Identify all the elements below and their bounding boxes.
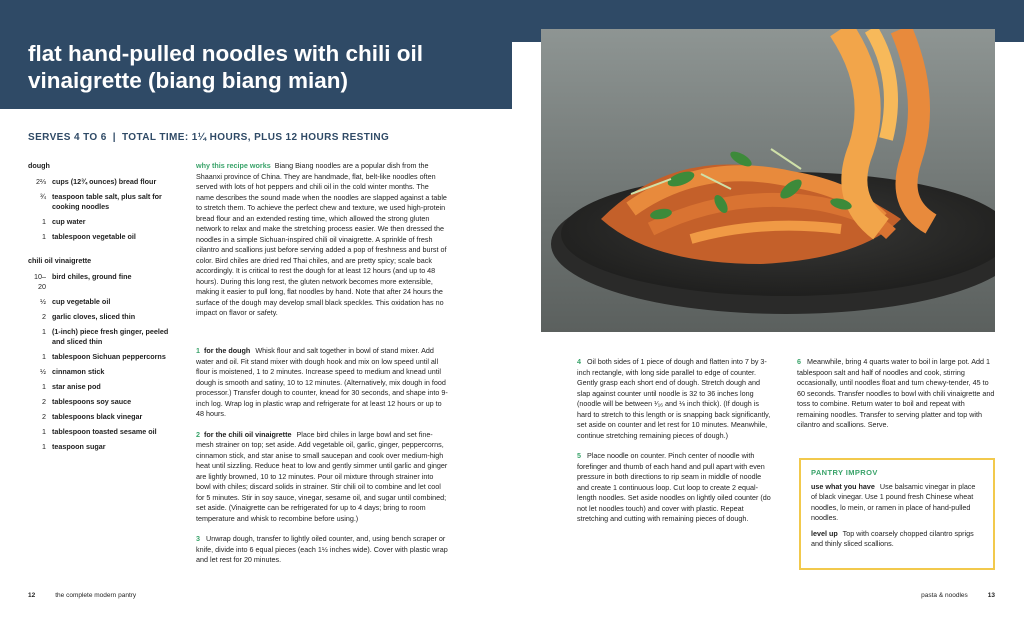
steps-column-left xyxy=(196,346,448,576)
ingredient-qty: 2 xyxy=(42,312,46,321)
step-number: 4 xyxy=(577,357,581,366)
serves-line xyxy=(28,132,389,143)
ingredient-qty: 2 xyxy=(42,397,46,406)
step-subtitle: for the chili oil vinaigrette xyxy=(204,429,292,439)
ingredient-qty: 1 xyxy=(42,217,46,226)
ingredient-row xyxy=(28,272,178,292)
ingredient-text: tablespoons black vinegar xyxy=(52,412,143,421)
ingredient-text: teaspoon table salt, plus salt for cooking noodles xyxy=(52,192,162,211)
why-this-recipe-works xyxy=(196,161,448,319)
total-time: TOTAL TIME: 1¼ HOURS, PLUS 12 HOURS RESTING xyxy=(121,132,390,143)
ingredient-text: tablespoons soy sauce xyxy=(52,397,132,406)
step xyxy=(577,451,773,525)
ingredient-qty: 2⅔ xyxy=(36,177,46,186)
ingredient-text: tablespoon toasted sesame oil xyxy=(52,427,157,436)
ingredient-row xyxy=(28,352,178,362)
ingredient-text: tablespoon vegetable oil xyxy=(52,232,136,241)
improv-key: level up xyxy=(811,528,838,538)
ingredient-row xyxy=(28,217,178,227)
ingredient-row xyxy=(28,442,178,452)
recipe-title-bold: flat hand-pulled noodles xyxy=(28,41,288,66)
ingredient-qty: 2 xyxy=(42,412,46,421)
steps-column-mid xyxy=(577,357,773,535)
step-subtitle: for the dough xyxy=(204,346,251,355)
step-text: Oil both sides of 1 piece of dough and flatten into 7 by 3-inch rectangle, with long side parallel to edge of counter. Gently grasp each short end of dough. Stretch dough and slap against counter until noodle is 32 to 36 inches long (noodle will be between ¹⁄₁₆ and ⅛ inch thick). (If dough is hard to stretch to this length or is snapping back significantly, set aside on counter and let rest for 10 minutes. Meanwhile, continue stretching remaining pieces of dough.) xyxy=(577,357,771,440)
ingredient-qty: 1 xyxy=(42,382,46,391)
ingredient-qty: 1 xyxy=(42,327,46,336)
step-number: 1 xyxy=(196,346,200,355)
improv-text: Use balsamic vinegar in place of black vinegar. Use 1 pound fresh Chinese wheat noodles, lo mein, or ramen in place of hand-pulled noodles. xyxy=(811,481,976,522)
chapter-title: pasta & noodles xyxy=(921,592,968,599)
step xyxy=(196,346,448,420)
ingredient-text: cup vegetable oil xyxy=(52,297,111,306)
ingredient-row xyxy=(28,412,178,422)
ingredient-group-title: chili oil vinaigrette xyxy=(28,256,92,265)
step-number: 3 xyxy=(196,534,200,543)
improv-item xyxy=(811,529,983,550)
step-text: Whisk flour and salt together in bowl of stand mixer. Add water and oil. Fit stand mixer with dough hook and mix on low speed until all flour is moistened, 1 to 2 minutes. Increase speed to medium and knead until dough is smooth and satiny, 10 to 12 minutes. (Alternatively, mix dough in food processor.) Transfer dough to counter, knead for 30 seconds, and shape into 9-inch log. Wrap log in plastic wrap and refrigerate for at least 12 hours or up to 48 hours. xyxy=(196,346,448,418)
ingredient-text: cups (12¾ ounces) bread flour xyxy=(52,177,157,186)
recipe-title-rest: with chili oil vinaigrette (biang biang mian) xyxy=(28,41,423,93)
ingredient-qty: 1 xyxy=(42,442,46,451)
serves-divider: | xyxy=(112,132,116,143)
step xyxy=(196,430,448,525)
ingredient-row xyxy=(28,327,178,347)
serves-count: SERVES 4 TO 6 xyxy=(28,132,107,143)
pantry-improv-box xyxy=(799,458,995,570)
ingredient-text: bird chiles, ground fine xyxy=(52,272,132,281)
why-lead: why this recipe works xyxy=(196,161,271,170)
ingredient-row xyxy=(28,367,178,377)
step-text: Unwrap dough, transfer to lightly oiled counter, and, using bench scraper or knife, divide into 6 equal pieces (each 1½ inches wide). Cover with plastic wrap and let rest for 20 minutes. xyxy=(196,534,448,564)
ingredient-qty: ¾ xyxy=(40,192,46,201)
page-number-left: 12 xyxy=(28,592,36,599)
step-number: 2 xyxy=(196,429,200,439)
ingredient-qty: ½ xyxy=(40,367,46,376)
ingredient-row xyxy=(28,177,178,187)
noodle-dish-photo xyxy=(541,29,995,332)
ingredient-text: teaspoon sugar xyxy=(52,442,106,451)
ingredient-row xyxy=(28,232,178,242)
ingredient-group-title: dough xyxy=(28,161,50,170)
improv-text: Top with coarsely chopped cilantro sprigs and thinly sliced scallions. xyxy=(811,528,974,548)
step-text: Place bird chiles in large bowl and set fine-mesh strainer on top; set aside. Add vegetable oil, garlic, ginger, peppercorns, cinnamon stick, and star anise to small saucepan and cook over medium-high heat until sizzling. Reduce heat to low and gently simmer until garlic and ginger are lightly browned, 10 to 12 minutes. Pour oil mixture through strainer into bowl with chiles; discard solids in strainer. Stir chili oil to combine and let cool for 5 minutes. Stir in soy sauce, vinegar, sesame oil, and sugar until combined; set aside. (Vinaigrette can be refrigerated for up to 4 days; bring to room temperature and whisk to recombine before using.) xyxy=(196,429,448,523)
improv-key: use what you have xyxy=(811,481,875,491)
ingredient-row xyxy=(28,382,178,392)
ingredient-qty: 1 xyxy=(42,427,46,436)
ingredient-text: (1-inch) piece fresh ginger, peeled and sliced thin xyxy=(52,327,169,346)
ingredient-row xyxy=(28,192,178,212)
ingredient-qty: 1 xyxy=(42,232,46,241)
ingredient-row xyxy=(28,427,178,437)
step xyxy=(196,534,448,566)
ingredient-text: star anise pod xyxy=(52,382,101,391)
step-text: Place noodle on counter. Pinch center of noodle with forefinger and thumb of each hand and pull apart with even pressure in both directions to rip seam in middle of noodle and create 1 continuous loop. Cut loop to create 2 equal-length noodles. Set aside noodles on lightly oiled counter (do not let noodles touch) and cover with plastic. Repeat stretching and cutting with remaining pieces of dough. xyxy=(577,451,771,523)
ingredient-row xyxy=(28,312,178,322)
step-number: 5 xyxy=(577,451,581,460)
book-title: the complete modern pantry xyxy=(55,592,137,599)
ingredient-text: garlic cloves, sliced thin xyxy=(52,312,136,321)
pantry-improv-title: PANTRY IMPROV xyxy=(811,468,878,477)
footer-right xyxy=(921,592,995,599)
ingredient-list xyxy=(28,161,178,457)
ingredient-qty: 1 xyxy=(42,352,46,361)
step-number: 6 xyxy=(797,357,801,366)
page-number-right: 13 xyxy=(987,592,995,599)
step xyxy=(577,357,773,441)
ingredient-text: cinnamon stick xyxy=(52,367,105,376)
recipe-title xyxy=(28,40,498,94)
why-text: Biang Biang noodles are a popular dish from the Shaanxi province of China. They are handmade, flat, belt-like noodles often served with lots of hot peppers and chili oil in the cold winter months. The name describes the sound made when the noodles are slapped against a table to stretch them. To achieve the perfect chew and texture, we used high-protein bread flour and an extended resting time, which allowed the strong gluten network to relax and make the stretching process easier. We then dressed the noodles in a simple Sichuan-inspired chili oil vinaigrette. A sprinkle of fresh cilantro and scallions just before serving added a pop of freshness and burst of color. Bird chiles are dried red Thai chiles, and are pretty spicy; scale back accordingly. It is critical to rest the dough for at least 12 hours (and up to 48 hours). During this long rest, the gluten network becomes more extensible, making it easier to pull long, flat noodles by hand. Note that after 24 hours the surface of the dough may develop small black speckles. This oxidation has no impact on flavor or safety. xyxy=(196,161,447,317)
footer-left xyxy=(28,592,136,599)
ingredient-qty: 10–20 xyxy=(34,272,46,291)
step xyxy=(797,357,995,431)
ingredient-row xyxy=(28,397,178,407)
steps-column-right xyxy=(797,357,995,441)
improv-item xyxy=(811,482,983,524)
ingredient-row xyxy=(28,297,178,307)
ingredient-text: tablespoon Sichuan peppercorns xyxy=(52,352,166,361)
step-text: Meanwhile, bring 4 quarts water to boil in large pot. Add 1 tablespoon salt and half of noodles and cook, stirring occasionally, until noodles float and turn chewy-tender, 45 to 60 seconds. Transfer noodles to bowl with chili vinaigrette and toss to combine. Return water to boil and repeat with remaining noodles. Transfer to serving platter and top with cilantro and scallions. Serve. xyxy=(797,357,995,429)
ingredient-qty: ½ xyxy=(40,297,46,306)
ingredient-text: cup water xyxy=(52,217,86,226)
